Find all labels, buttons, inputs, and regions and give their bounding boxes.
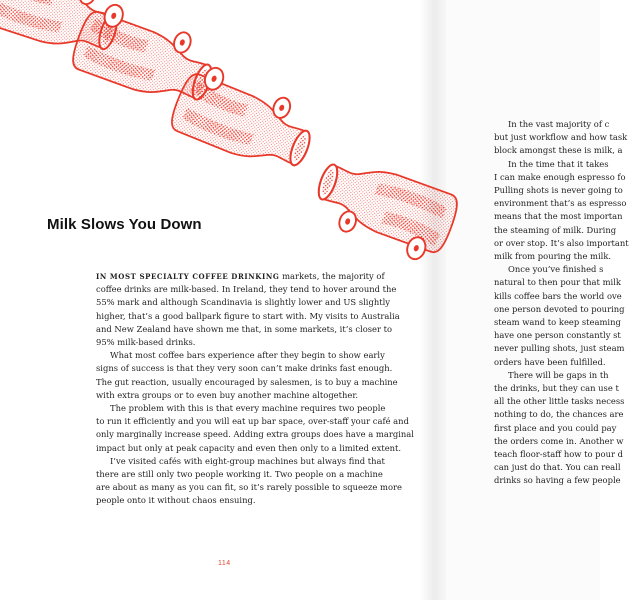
text-line: all the other little tasks necess	[494, 396, 625, 407]
text-line: only marginally increase speed. Adding extra groups does have a marginal	[96, 429, 414, 440]
text-line: to run it efficiently and you will eat up bar space, over-staff your café and	[96, 416, 409, 427]
page-number: 114	[218, 560, 231, 567]
text-line: Once you’ve finished s	[508, 264, 604, 275]
text-line: I can make enough espresso fo	[494, 171, 626, 182]
text-line: drinks so having a few people	[494, 475, 621, 486]
text-line: the steaming of milk. During	[494, 224, 617, 235]
right-body-text	[494, 118, 634, 488]
text-line: 95% milk-based drinks.	[96, 337, 196, 348]
text-line: Pulling shots is never going to	[494, 185, 623, 196]
text-line: The gut reaction, usually encouraged by salesmen, is to buy a machine	[96, 376, 398, 387]
text-line: impact but only at peak capacity and even then only to a limited extent.	[96, 442, 402, 453]
text-line: with extra groups or to even buy another machine altogether.	[96, 389, 359, 400]
text-line: first place and you could pay	[494, 422, 617, 433]
text-line: but just workflow and how task	[494, 132, 628, 143]
text-line: nothing to do, the chances are	[494, 409, 624, 420]
text-line: IN MOST SPECIALTY COFFEE DRINKING markets, the majority of	[96, 271, 385, 281]
lead-in: IN MOST SPECIALTY COFFEE DRINKING	[96, 272, 280, 281]
text-line: 55% mark and although Scandinavia is slightly lower and US slightly	[96, 297, 391, 308]
text-line: In the time that it takes	[508, 158, 609, 169]
text-line: the drinks, but they can use t	[494, 383, 619, 394]
text-line: environment that’s as espresso	[494, 198, 627, 209]
text-line: or over stop. It’s also important	[494, 237, 629, 248]
text-line: have one person constantly st	[494, 330, 621, 341]
text-line: are about as many as you can fit, so it’s rarely possible to squeeze more	[96, 482, 402, 493]
text-line: signs of success is that they very soon can’t make drinks fast enough.	[96, 363, 393, 374]
text-line: kills coffee bars the world ove	[494, 290, 622, 301]
text-line: teach floor-staff how to pour d	[494, 449, 623, 460]
text-line: one person devoted to pouring	[494, 303, 625, 314]
text-line: higher, that’s a good ballpark figure to start with. My visits to Australia	[96, 310, 400, 321]
text-line: There will be gaps in th	[508, 369, 609, 380]
text-line: never pulling shots, just steam	[494, 343, 625, 354]
text-line: I’ve visited cafés with eight-group machines but always find that	[110, 455, 385, 466]
text-line: What most coffee bars experience after they begin to show early	[110, 350, 385, 361]
text-line: steam wand to keep steaming	[494, 317, 621, 328]
text-line: coffee drinks are milk-based. In Ireland, they tend to hover around the	[96, 284, 397, 295]
text-line: and New Zealand have shown me that, in some markets, it’s closer to	[96, 323, 393, 334]
text-line: the orders come in. Another w	[494, 435, 624, 446]
text-line: means that the most importan	[494, 211, 623, 222]
text-line: milk from pouring the milk.	[494, 251, 612, 262]
text-line: natural to then pour that milk	[494, 277, 621, 288]
text-line: there are still only two people working it. Two people on a machine	[96, 469, 383, 480]
text-line: block amongst these is milk, a	[494, 145, 623, 156]
text-line: The problem with this is that every machine requires two people	[110, 403, 386, 414]
text-line: can just do that. You can reall	[494, 462, 621, 473]
text-line: orders have been fulfilled.	[494, 356, 606, 367]
text-line: In the vast majority of c	[508, 119, 610, 129]
section-heading: Milk Slows You Down	[47, 216, 202, 233]
left-body-text	[96, 270, 424, 508]
text-line: people onto it without chaos ensuing.	[96, 495, 256, 506]
